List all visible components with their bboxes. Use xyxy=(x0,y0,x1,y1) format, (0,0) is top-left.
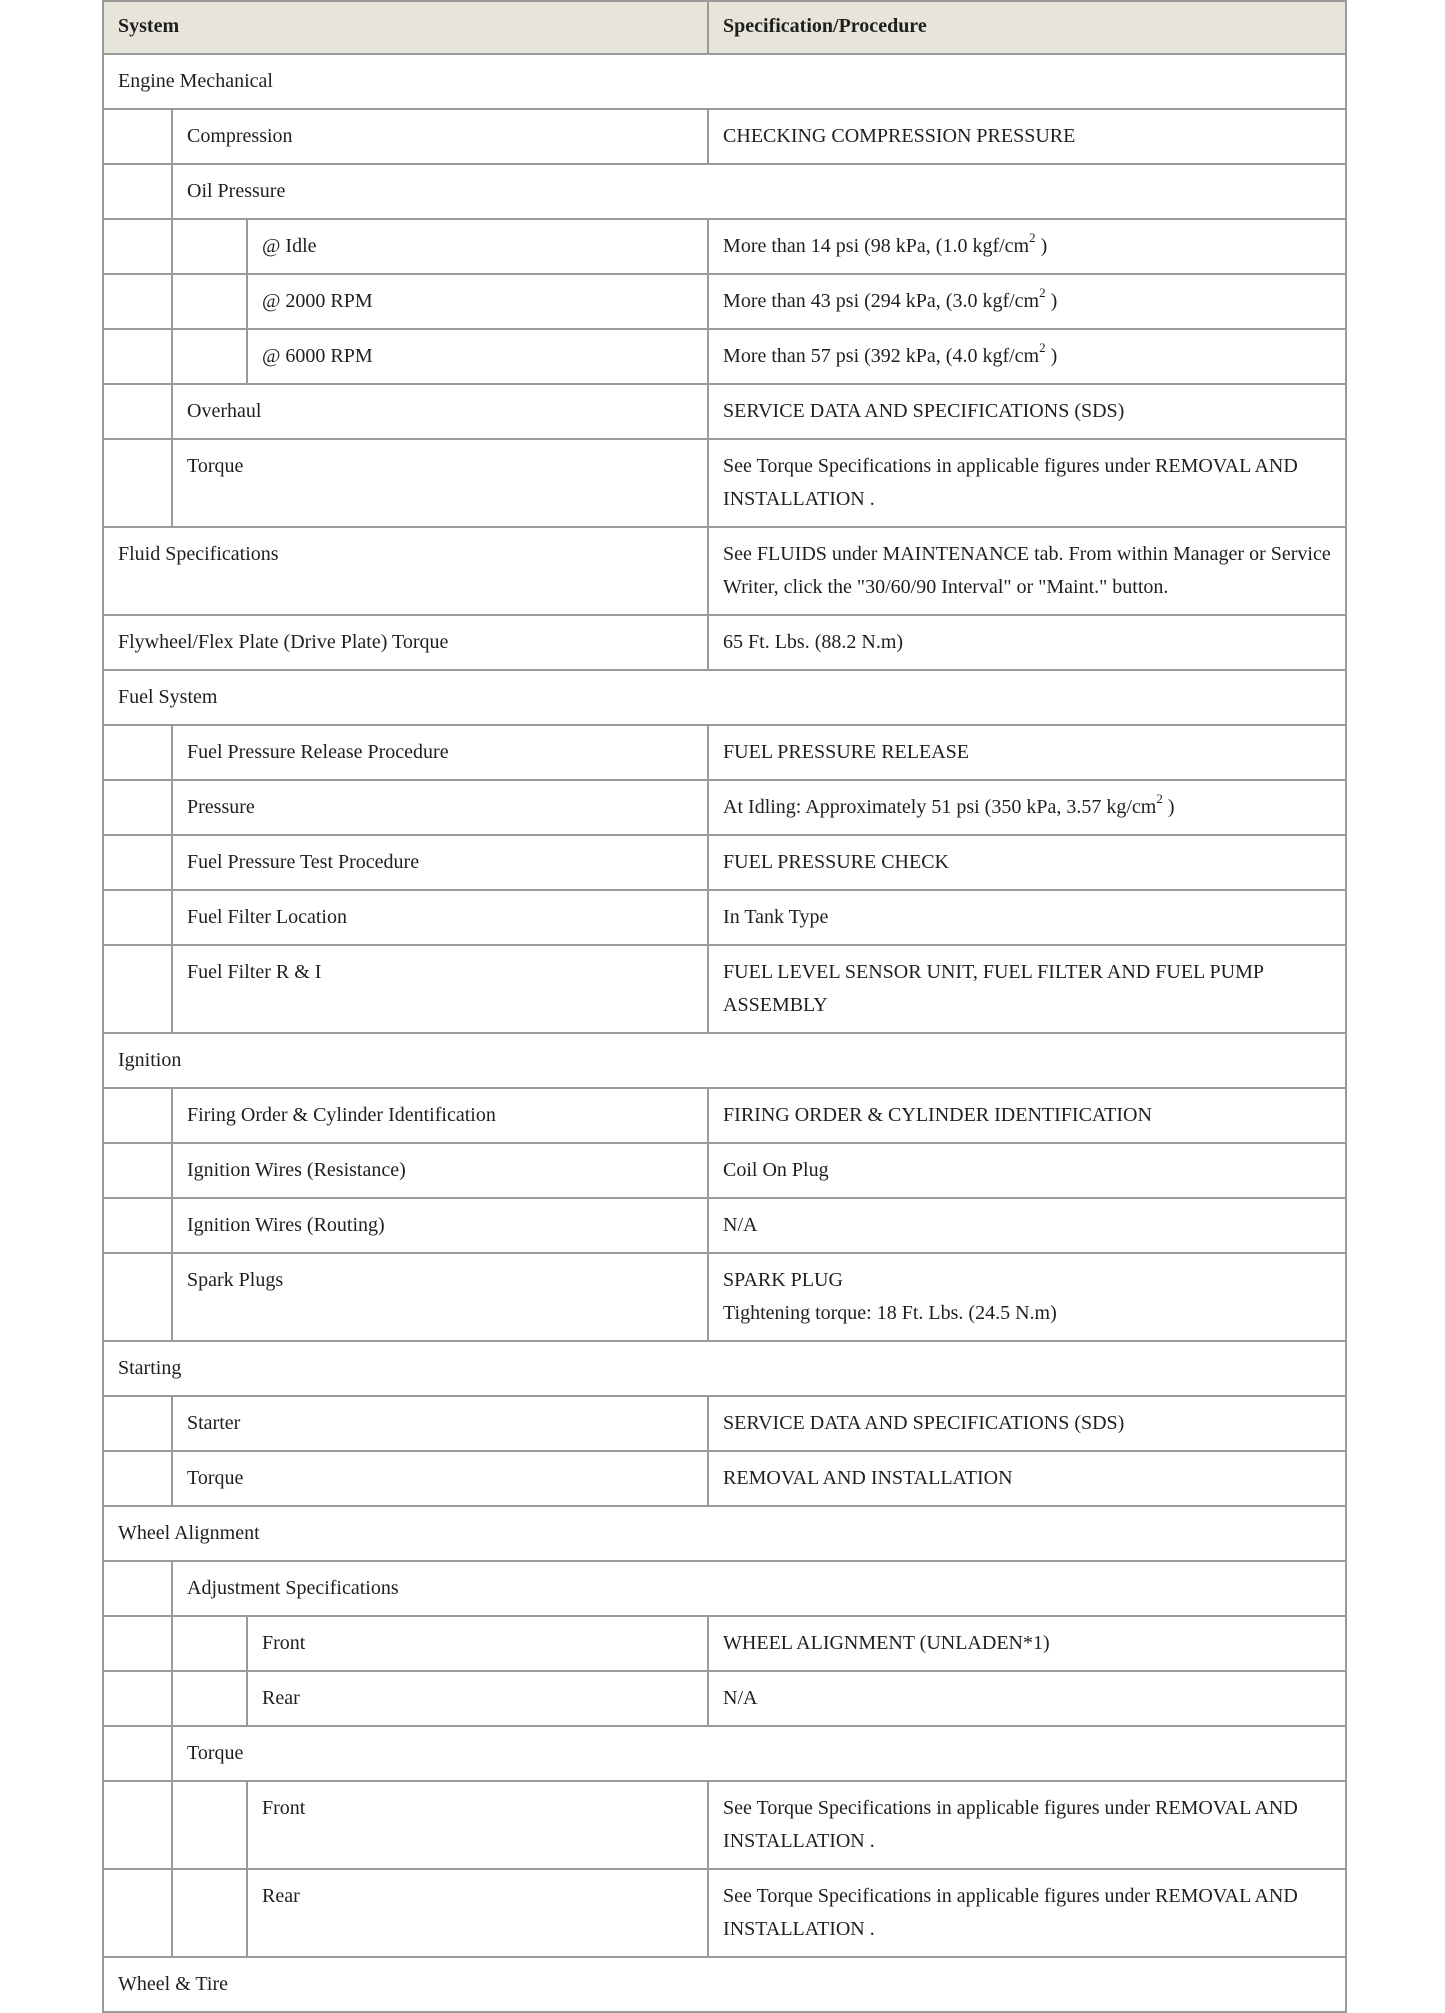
indent-cell xyxy=(103,945,172,1033)
section-label: Torque xyxy=(172,1726,1346,1781)
spec-tail: ) xyxy=(1045,290,1058,312)
spec-text: N/A xyxy=(723,1687,758,1709)
table-row xyxy=(103,1143,1346,1198)
table-row xyxy=(103,780,1346,835)
spec-text: WHEEL ALIGNMENT (UNLADEN*1) xyxy=(723,1632,1050,1654)
system-label: Front xyxy=(247,1616,708,1671)
spec-cell xyxy=(708,945,1346,1033)
indent-cell xyxy=(172,1616,247,1671)
spec-text: CHECKING COMPRESSION PRESSURE xyxy=(723,125,1076,147)
indent-cell xyxy=(103,1561,172,1616)
spec-text: FUEL PRESSURE RELEASE xyxy=(723,741,969,763)
spec-text: SPARK PLUG xyxy=(723,1269,843,1291)
section-row xyxy=(103,1957,1346,2012)
superscript: 2 xyxy=(1039,285,1046,301)
table-row xyxy=(103,109,1346,164)
table-row xyxy=(103,219,1346,274)
system-label: Starter xyxy=(172,1396,708,1451)
system-label: @ 6000 RPM xyxy=(247,329,708,384)
indent-cell xyxy=(103,164,172,219)
section-row xyxy=(103,1033,1346,1088)
spec-tail: ) xyxy=(1035,235,1048,257)
spec-cell xyxy=(708,384,1346,439)
table-row xyxy=(103,527,1346,615)
spec-text: More than 43 psi (294 kPa, (3.0 kgf/cm xyxy=(723,290,1040,312)
spec-tail: ) xyxy=(1045,345,1058,367)
indent-cell xyxy=(103,384,172,439)
indent-cell xyxy=(103,1088,172,1143)
spec-text: See Torque Specifications in applicable figures under REMOVAL AND INSTALLATION . xyxy=(723,1885,1298,1940)
table-row xyxy=(103,890,1346,945)
spec-text: N/A xyxy=(723,1214,758,1236)
spec-cell xyxy=(708,527,1346,615)
spec-cell xyxy=(708,274,1346,329)
table-row xyxy=(103,1088,1346,1143)
spec-cell xyxy=(708,1869,1346,1957)
spec-cell xyxy=(708,219,1346,274)
spec-text: Coil On Plug xyxy=(723,1159,829,1181)
indent-cell xyxy=(103,109,172,164)
system-label: Compression xyxy=(172,109,708,164)
spec-text: More than 57 psi (392 kPa, (4.0 kgf/cm xyxy=(723,345,1040,367)
table-row xyxy=(103,1671,1346,1726)
section-row xyxy=(103,1506,1346,1561)
table-row xyxy=(103,384,1346,439)
table-row xyxy=(103,835,1346,890)
spec-cell xyxy=(708,1088,1346,1143)
section-row xyxy=(103,1726,1346,1781)
indent-cell xyxy=(172,1781,247,1869)
system-label: Pressure xyxy=(172,780,708,835)
indent-cell xyxy=(103,890,172,945)
header-system: System xyxy=(103,1,708,54)
spec-cell xyxy=(708,1198,1346,1253)
system-label: Fuel Filter R & I xyxy=(172,945,708,1033)
spec-text: See FLUIDS under MAINTENANCE tab. From within Manager or Service Writer, click the "30/60/90 Interval" or "Maint." button. xyxy=(723,543,1331,598)
table-row xyxy=(103,1616,1346,1671)
section-label: Fuel System xyxy=(103,670,1346,725)
spec-text: SERVICE DATA AND SPECIFICATIONS (SDS) xyxy=(723,400,1125,422)
table-row xyxy=(103,1869,1346,1957)
section-row xyxy=(103,670,1346,725)
table-row xyxy=(103,1451,1346,1506)
system-label: Ignition Wires (Resistance) xyxy=(172,1143,708,1198)
system-label: Overhaul xyxy=(172,384,708,439)
table-row xyxy=(103,329,1346,384)
indent-cell xyxy=(103,219,172,274)
spec-cell xyxy=(708,725,1346,780)
indent-cell xyxy=(103,725,172,780)
spec-text: 65 Ft. Lbs. (88.2 N.m) xyxy=(723,631,904,653)
indent-cell xyxy=(103,274,172,329)
system-label: Rear xyxy=(247,1671,708,1726)
spec-cell xyxy=(708,1396,1346,1451)
indent-cell xyxy=(103,1726,172,1781)
spec-cell xyxy=(708,1781,1346,1869)
table-row xyxy=(103,945,1346,1033)
section-label: Oil Pressure xyxy=(172,164,1346,219)
table-row xyxy=(103,439,1346,527)
indent-cell xyxy=(172,329,247,384)
system-label: Torque xyxy=(172,439,708,527)
system-label: @ 2000 RPM xyxy=(247,274,708,329)
system-label: Fuel Pressure Test Procedure xyxy=(172,835,708,890)
spec-text: In Tank Type xyxy=(723,906,829,928)
system-label: Fuel Filter Location xyxy=(172,890,708,945)
indent-cell xyxy=(103,1198,172,1253)
system-label: Flywheel/Flex Plate (Drive Plate) Torque xyxy=(103,615,708,670)
section-row xyxy=(103,54,1346,109)
system-label: Front xyxy=(247,1781,708,1869)
section-row xyxy=(103,1341,1346,1396)
spec-cell xyxy=(708,835,1346,890)
header-spec: Specification/Procedure xyxy=(708,1,1346,54)
spec-text: More than 14 psi (98 kPa, (1.0 kgf/cm xyxy=(723,235,1030,257)
indent-cell xyxy=(172,1671,247,1726)
section-label: Wheel Alignment xyxy=(103,1506,1346,1561)
spec-cell xyxy=(708,439,1346,527)
spec-text: At Idling: Approximately 51 psi (350 kPa, 3.57 kg/cm xyxy=(723,796,1157,818)
spec-cell xyxy=(708,615,1346,670)
system-label: Spark Plugs xyxy=(172,1253,708,1341)
superscript: 2 xyxy=(1039,340,1046,356)
table-row xyxy=(103,1198,1346,1253)
system-label: @ Idle xyxy=(247,219,708,274)
system-label: Fuel Pressure Release Procedure xyxy=(172,725,708,780)
section-label: Adjustment Specifications xyxy=(172,1561,1346,1616)
indent-cell xyxy=(103,329,172,384)
table-row xyxy=(103,274,1346,329)
spec-text: FIRING ORDER & CYLINDER IDENTIFICATION xyxy=(723,1104,1152,1126)
spec-cell xyxy=(708,109,1346,164)
spec-cell xyxy=(708,329,1346,384)
section-label: Starting xyxy=(103,1341,1346,1396)
table-row xyxy=(103,725,1346,780)
spec-text: See Torque Specifications in applicable figures under REMOVAL AND INSTALLATION . xyxy=(723,455,1298,510)
system-label: Rear xyxy=(247,1869,708,1957)
section-label: Ignition xyxy=(103,1033,1346,1088)
system-label: Torque xyxy=(172,1451,708,1506)
spec-cell xyxy=(708,1671,1346,1726)
section-label: Wheel & Tire xyxy=(103,1957,1346,2012)
table-row xyxy=(103,1396,1346,1451)
indent-cell xyxy=(103,1781,172,1869)
spec-text: SERVICE DATA AND SPECIFICATIONS (SDS) xyxy=(723,1412,1125,1434)
indent-cell xyxy=(103,835,172,890)
section-row xyxy=(103,164,1346,219)
table-row xyxy=(103,615,1346,670)
indent-cell xyxy=(103,1396,172,1451)
spec-cell xyxy=(708,780,1346,835)
section-label: Engine Mechanical xyxy=(103,54,1346,109)
indent-cell xyxy=(172,219,247,274)
spec-text: FUEL PRESSURE CHECK xyxy=(723,851,949,873)
header-row xyxy=(103,1,1346,54)
spec-cell xyxy=(708,1143,1346,1198)
indent-cell xyxy=(103,1671,172,1726)
superscript: 2 xyxy=(1029,230,1036,246)
spec-text: FUEL LEVEL SENSOR UNIT, FUEL FILTER AND FUEL PUMP ASSEMBLY xyxy=(723,961,1264,1016)
system-label: Firing Order & Cylinder Identification xyxy=(172,1088,708,1143)
spec-cell xyxy=(708,1253,1346,1341)
table-row xyxy=(103,1781,1346,1869)
spec-text: REMOVAL AND INSTALLATION xyxy=(723,1467,1013,1489)
system-label: Ignition Wires (Routing) xyxy=(172,1198,708,1253)
indent-cell xyxy=(172,1869,247,1957)
indent-cell xyxy=(103,439,172,527)
superscript: 2 xyxy=(1156,791,1163,807)
indent-cell xyxy=(103,1451,172,1506)
spec-text: See Torque Specifications in applicable figures under REMOVAL AND INSTALLATION . xyxy=(723,1797,1298,1852)
indent-cell xyxy=(103,780,172,835)
indent-cell xyxy=(103,1616,172,1671)
spec-tail: ) xyxy=(1162,796,1175,818)
indent-cell xyxy=(172,274,247,329)
indent-cell xyxy=(103,1869,172,1957)
spec-table xyxy=(102,0,1347,2013)
indent-cell xyxy=(103,1253,172,1341)
spec-cell xyxy=(708,1616,1346,1671)
section-row xyxy=(103,1561,1346,1616)
spec-cell xyxy=(708,1451,1346,1506)
indent-cell xyxy=(103,1143,172,1198)
spec-cell xyxy=(708,890,1346,945)
system-label: Fluid Specifications xyxy=(103,527,708,615)
table-row xyxy=(103,1253,1346,1341)
spec-text-line2: Tightening torque: 18 Ft. Lbs. (24.5 N.m) xyxy=(723,1302,1057,1324)
